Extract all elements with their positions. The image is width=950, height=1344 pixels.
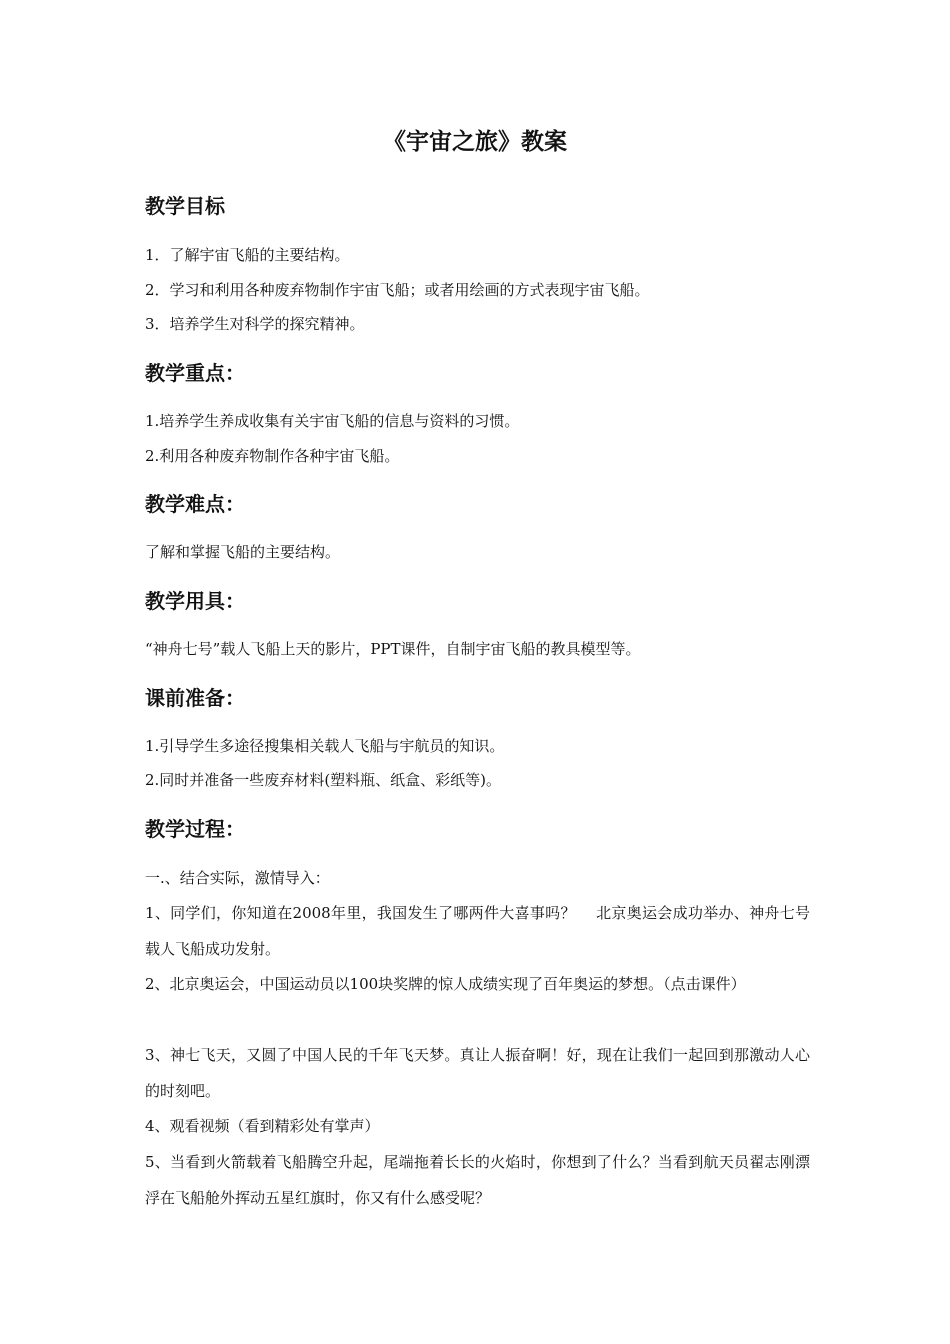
process-step: 4、观看视频（看到精彩处有掌声） <box>145 1117 380 1135</box>
difficulties-heading: 教学难点： <box>145 492 245 516</box>
process-step: 1、同学们，你知道在2008年里，我国发生了哪两件大喜事吗？ 北京奥运会成功举办、神舟七号载人飞船成功发射。 <box>145 904 810 958</box>
preparation-item: 1.引导学生多途径搜集相关载人飞船与宇航员的知识。 <box>145 737 505 755</box>
preparation-heading: 课前准备： <box>145 686 245 710</box>
process-intro: 一.、结合实际，激情导入： <box>145 869 330 887</box>
process-step: 5、当看到火箭载着飞船腾空升起，尾端拖着长长的火焰时，你想到了什么？当看到航天员翟志刚漂浮在飞船舱外挥动五星红旗时，你又有什么感受呢？ <box>145 1153 810 1207</box>
tools-item: “神舟七号”载人飞船上天的影片，PPT课件，自制宇宙飞船的教具模型等。 <box>145 640 641 658</box>
objective-item: 3．培养学生对科学的探究精神。 <box>145 315 365 333</box>
process-step: 2、北京奥运会，中国运动员以100块奖牌的惊人成绩实现了百年奥运的梦想。（点击课件） <box>145 975 746 993</box>
objectives-heading: 教学目标 <box>145 194 225 218</box>
objective-item: 2．学习和利用各种废弃物制作宇宙飞船；或者用绘画的方式表现宇宙飞船。 <box>145 281 650 299</box>
objective-item: 1．了解宇宙飞船的主要结构。 <box>145 246 350 264</box>
key-point-item: 1.培养学生养成收集有关宇宙飞船的信息与资料的习惯。 <box>145 412 520 430</box>
difficulty-item: 了解和掌握飞船的主要结构。 <box>145 543 341 561</box>
document-title: 《宇宙之旅》教案 <box>383 129 567 155</box>
preparation-item: 2.同时并准备一些废弃材料(塑料瓶、纸盒、彩纸等)。 <box>145 771 502 789</box>
key-point-item: 2.利用各种废弃物制作各种宇宙飞船。 <box>145 447 400 465</box>
tools-heading: 教学用具： <box>145 589 245 613</box>
process-heading: 教学过程： <box>145 817 245 841</box>
process-step: 3、神七飞天，又圆了中国人民的千年飞天梦。真让人振奋啊！好，现在让我们一起回到那激动人心的时刻吧。 <box>145 1046 810 1100</box>
key-points-heading: 教学重点： <box>145 361 245 385</box>
